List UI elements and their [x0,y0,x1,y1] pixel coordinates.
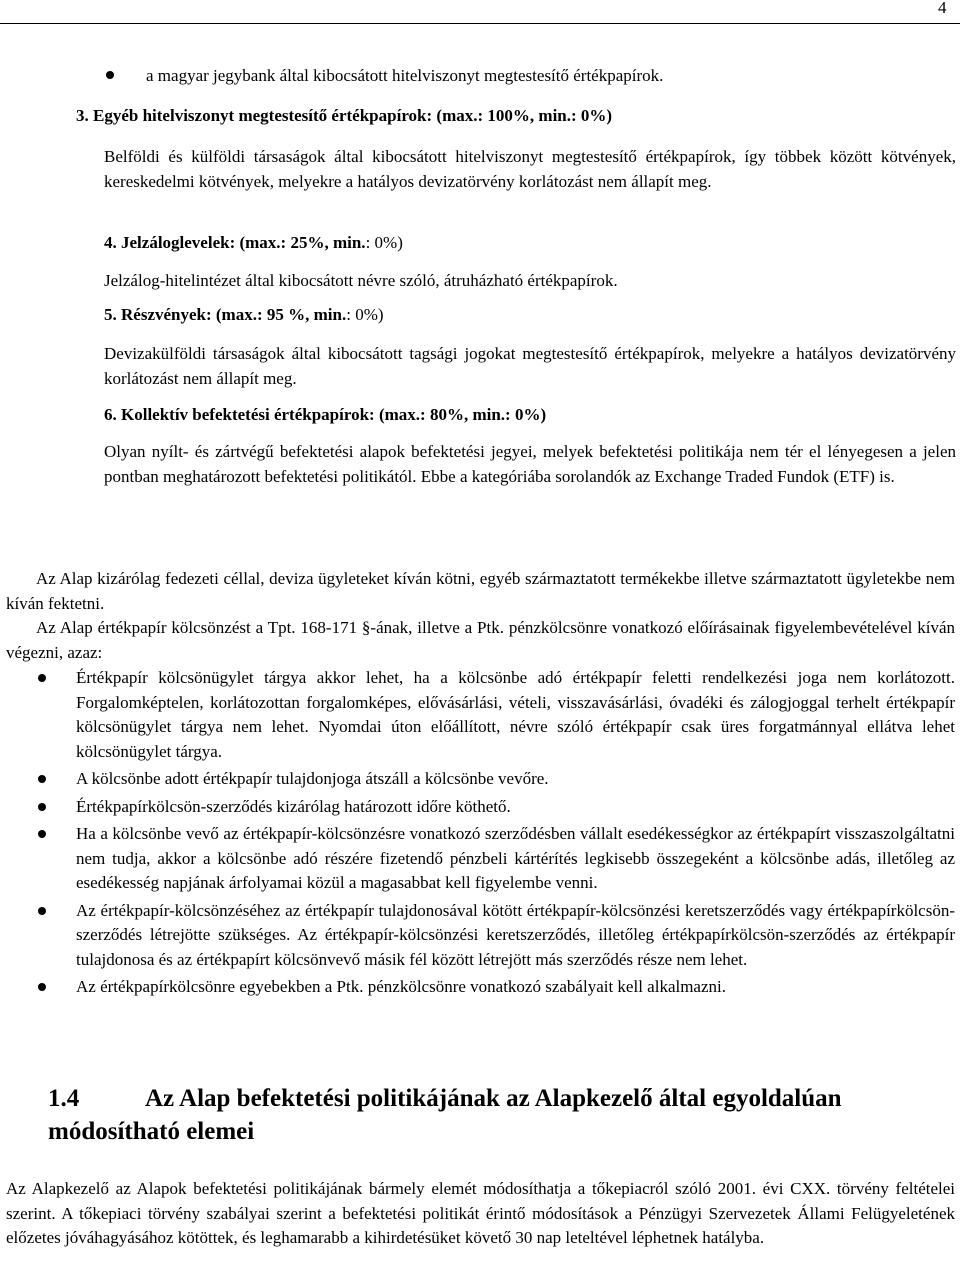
section-5-body [104,342,956,391]
section-4-text: Jelzálog-hitelintézet által kibocsátott névre szóló, átruházható értékpapírok. [104,271,618,290]
section-1-4-heading [48,1082,928,1148]
list-item-text: Ha a kölcsönbe vevő az értékpapír-kölcsönzésre vonatkozó szerződésben vállalt esedékességkor az értékpapírt visszaszolgáltatni nem tudja, akkor a kölcsönbe adó részére fizetendő pénzbeli kártérítés legkisebb összegeként a kölcsönbe adás, illetőleg az esedékesség napjának árfolyamai közül a magasabbat kell figyelembe venni. [76,824,955,892]
section-4-body [104,269,956,294]
lending-intro-paragraph: Az Alap értékpapír kölcsönzést a Tpt. 168-171 §-ának, illetve a Ptk. pénzkölcsönre vonatkozó előírásainak figyelembevételével kíván végezni, azaz: [6,618,955,662]
list-item-text: A kölcsönbe adott értékpapír tulajdonjoga átszáll a kölcsönbe vevőre. [76,769,549,788]
section-6-heading: 6. Kollektív befektetési értékpapírok: (max.: 80%, min.: 0%) [104,405,547,424]
list-item [0,666,955,764]
list-item [0,822,955,896]
list-item [0,899,955,973]
bullet-icon [38,983,46,991]
list-item [0,795,955,820]
list-item [0,767,955,792]
section-5-heading-rest: : 0%) [346,305,384,324]
section-4-heading-rest: : 0%) [365,233,403,252]
section-title: Az Alap befektetési politikájának az Alapkezelő által egyoldalúan módosítható elemei [48,1085,842,1145]
section-4-heading-bold: 4. Jelzáloglevelek: (max.: 25%, min. [104,233,366,252]
header-rule [0,23,960,24]
hedging-block [6,567,955,665]
section-5-heading [104,305,384,325]
section-3-body [104,145,956,194]
section-5-text: Devizakülföldi társaságok által kibocsátott tagsági jogokat megtestesítő értékpapírok, melyekre a hatályos devizatörvény korlátozást nem állapít meg. [104,344,956,388]
section-number: 1.4 [48,1085,80,1112]
hedging-paragraph: Az Alap kizárólag fedezeti céllal, deviza ügyleteket kíván kötni, egyéb származtatott termékekbe illetve származtatott ügyletekbe nem kíván fektetni. [6,569,955,613]
list-item-text: Az értékpapír-kölcsönzéséhez az értékpapír tulajdonosával kötött értékpapír-kölcsönzési keretszerződés vagy értékpapírkölcsön-szerződés létrejötte szükséges. Az értékpapír-kölcsönzési keretszerződés, illetőleg értékpapírkölcsön-szerződés az értékpapír tulajdonosa és az értékpapírt kölcsönvevő másik fél között létrejött más szerződés része nem lehet. [76,900,955,969]
list-item-text: Az értékpapírkölcsönre egyebekben a Ptk. pénzkölcsönre vonatkozó szabályait kell alkalmazni. [76,977,727,996]
bullet-icon [38,674,46,682]
bullet-icon [38,907,46,915]
page-number: 4 [938,0,947,17]
section-4-heading [104,233,403,253]
list-item [0,975,955,1000]
bullet-icon [38,830,46,838]
section-3-text: Belföldi és külföldi társaságok által kibocsátott hitelviszonyt megtestesítő értékpapírok, így többek között kötvények, kereskedelmi kötvények, melyekre a hatályos devizatörvény korlátozást nem állapít meg. [104,147,956,191]
list-item-text: Értékpapír kölcsönügylet tárgya akkor lehet, ha a kölcsönbe adó értékpapír feletti rendelkezési joga nem korlátozott. Forgalomképtelen, korlátozottan forgalomképes, elővásárlási, vételi, visszavásárlási, óvadéki és zálogjoggal terhelt értékpapír kölcsönügylet tárgya nem lehet. Nyomdai úton előállított, névre szóló értékpapír csak üres forgatmánnyal ellátva lehet kölcsönügylet tárgya. [76,668,955,761]
section-3-heading: 3. Egyéb hitelviszonyt megtestesítő értékpapírok: (max.: 100%, min.: 0%) [76,106,613,125]
section-6-body [104,440,956,489]
bullet-icon [38,803,46,811]
section-1-4-body: Az Alapkezelő az Alapok befektetési politikájának bármely elemét módosíthatja a tőkepiacról szóló 2001. évi CXX. törvény feltételei szerint. A tőkepiaci törvény szabályai szerint a befektetési politikát érintő módosítások a Pénzügyi Szervezetek Állami Felügyeletének előzetes jóváhagyásához kötöttek, és leghamarabb a kihirdetésüket követő 30 nap leteltével léphetnek hatályba. [6,1179,955,1247]
section-6-text: Olyan nyílt- és zártvégű befektetési alapok befektetési jegyei, melyek befektetési politikája nem tér el lényegesen a jelen pontban meghatározott befektetési politikától. Ebbe a kategóriába sorolandók az Exchange Traded Fundok (ETF) is. [104,442,956,486]
bullet-icon [106,71,114,79]
list-item-text: Értékpapírkölcsön-szerződés kizárólag határozott időre köthető. [76,796,511,816]
bullet-icon [38,775,46,783]
list-item-text: a magyar jegybank által kibocsátott hitelviszonyt megtestesítő értékpapírok. [146,66,664,85]
section-5-heading-bold: 5. Részvények: (max.: 95 %, min. [104,305,347,324]
lending-bullet-list [0,666,955,1000]
